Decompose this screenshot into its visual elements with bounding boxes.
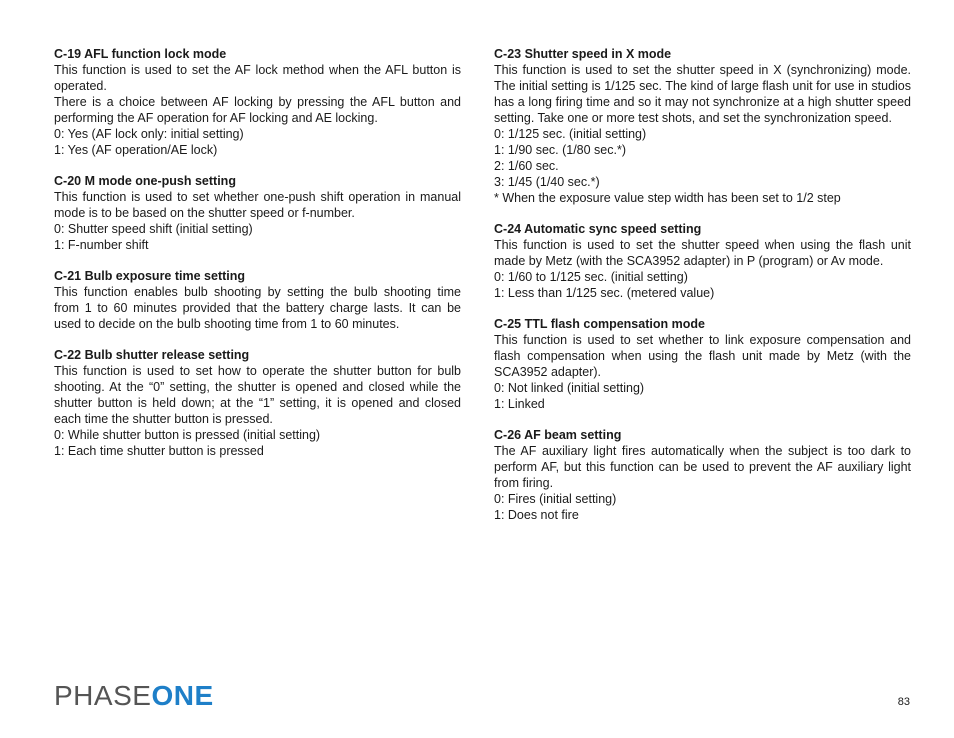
setting-option: 1: Does not fire (494, 508, 579, 522)
phase-one-logo (54, 682, 214, 710)
setting-option: 1: F-number shift (54, 238, 149, 252)
setting-section (494, 221, 911, 301)
setting-option: 1: Each time shutter button is pressed (54, 444, 264, 458)
setting-section (494, 46, 911, 206)
section-heading: C-24 Automatic sync speed setting (494, 222, 702, 236)
section-paragraph: There is a choice between AF locking by pressing the AFL button and performing the AF operation for AF locking and AE locking. (54, 95, 461, 125)
section-heading: C-23 Shutter speed in X mode (494, 47, 672, 61)
section-heading: C-22 Bulb shutter release setting (54, 348, 250, 362)
section-paragraph: This function is used to set the shutter speed when using the flash unit made by Metz (with the SCA3952 adapter) in P (program) or Av mode. (494, 238, 911, 268)
setting-section (494, 316, 911, 412)
section-paragraph: This function enables bulb shooting by setting the bulb shooting time from 1 to 60 minutes provided that the battery charge lasts. It can be used to decide on the bulb shooting time from 1 to 60 minutes. (54, 285, 461, 331)
setting-section (54, 268, 461, 332)
setting-option: 0: 1/60 to 1/125 sec. (initial setting) (494, 270, 688, 284)
right-column (494, 46, 911, 538)
setting-option: 1: Less than 1/125 sec. (metered value) (494, 286, 715, 300)
setting-option: 0: Not linked (initial setting) (494, 381, 645, 395)
setting-option: 3: 1/45 (1/40 sec.*) (494, 175, 600, 189)
setting-section (54, 173, 461, 253)
section-heading: C-25 TTL flash compensation mode (494, 317, 705, 331)
logo-text-one: ONE (151, 680, 214, 711)
setting-option: 0: 1/125 sec. (initial setting) (494, 127, 647, 141)
section-paragraph: This function is used to set the AF lock method when the AFL button is operated. (54, 63, 461, 93)
setting-option: 0: While shutter button is pressed (initial setting) (54, 428, 321, 442)
section-paragraph: This function is used to set whether one-push shift operation in manual mode is to be based on the shutter speed or f-number. (54, 190, 461, 220)
setting-option: 1: Linked (494, 397, 545, 411)
section-paragraph: This function is used to set the shutter speed in X (synchronizing) mode. The initial setting is 1/125 sec. The kind of large flash unit for use in studios has a long firing time and so it may not synchronize at a high shutter speed setting. Take one or more test shots, and set the synchronization speed. (494, 63, 911, 125)
setting-option: 0: Yes (AF lock only: initial setting) (54, 127, 244, 141)
page-number: 83 (897, 696, 910, 708)
setting-section (494, 427, 911, 523)
setting-option: 1: 1/90 sec. (1/80 sec.*) (494, 143, 627, 157)
section-heading: C-21 Bulb exposure time setting (54, 269, 246, 283)
setting-section (54, 46, 461, 158)
left-column (54, 46, 461, 474)
setting-option: * When the exposure value step width has been set to 1/2 step (494, 191, 841, 205)
section-paragraph: The AF auxiliary light fires automatically when the subject is too dark to perform AF, but this function can be used to prevent the AF auxiliary light from firing. (494, 444, 911, 490)
section-heading: C-20 M mode one-push setting (54, 174, 236, 188)
setting-option: 2: 1/60 sec. (494, 159, 559, 173)
setting-option: 0: Shutter speed shift (initial setting) (54, 222, 253, 236)
setting-option: 1: Yes (AF operation/AE lock) (54, 143, 218, 157)
section-heading: C-26 AF beam setting (494, 428, 622, 442)
setting-section (54, 347, 461, 459)
section-paragraph: This function is used to set whether to link exposure compensation and flash compensation when using the flash unit made by Metz (with the SCA3952 adapter). (494, 333, 911, 379)
setting-option: 0: Fires (initial setting) (494, 492, 617, 506)
logo-text-phase: PHASE (54, 680, 152, 711)
section-paragraph: This function is used to set how to operate the shutter button for bulb shooting. At the “0” setting, the shutter is opened and closed while the shutter button is held down; at the “1” setting, it is opened and closed each time the shutter button is pressed. (54, 364, 461, 426)
section-heading: C-19 AFL function lock mode (54, 47, 227, 61)
